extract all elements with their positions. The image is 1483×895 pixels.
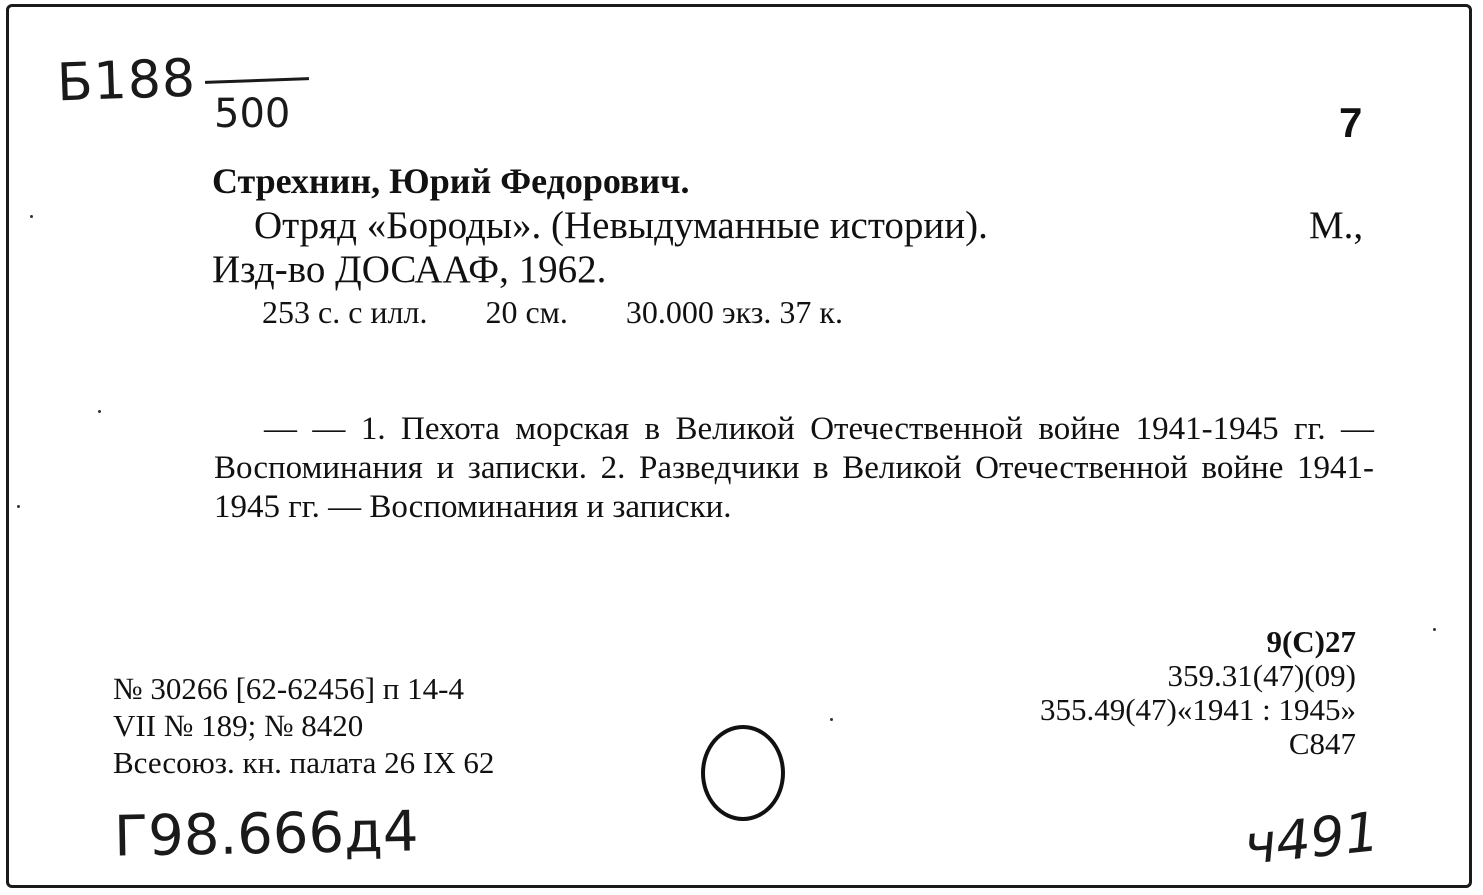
publication-place: М.,: [1309, 204, 1364, 247]
registration-line: № 30266 [62-62456] п 14-4: [113, 671, 464, 706]
subject-headings: — — 1. Пехота морская в Великой Отечественной войне 1941-1945 гг. — Воспоминания и записки. 2. Разведчики в Великой Отечественной войне 1941-1945 гг. — Воспоминания и записки.: [214, 411, 1374, 525]
speck: [98, 410, 101, 413]
speck: [830, 718, 833, 721]
shelf-mark-denominator: 500: [214, 91, 291, 137]
print-run-info: 30.000 экз. 37 к.: [625, 294, 843, 330]
classification-code: 355.49(47)«1941 : 1945»: [1039, 692, 1356, 727]
speck: [17, 505, 20, 508]
classification-code: 359.31(47)(09): [1167, 658, 1356, 693]
card-number: 7: [1339, 99, 1363, 146]
shelf-mark-divider: [205, 77, 309, 84]
classification-code: 9(С)27: [1266, 624, 1356, 659]
title-line: Отряд «Бороды». (Невыдуманные истории).: [254, 204, 988, 247]
registration-block: [113, 670, 494, 781]
classification-block: [1040, 625, 1356, 761]
shelf-mark: Б188: [55, 48, 197, 114]
chamber-line: Всесоюз. кн. палата 26 IX 62: [113, 745, 495, 780]
author-mark: С847: [1288, 726, 1356, 761]
punch-hole: [701, 725, 785, 821]
speck: [30, 215, 33, 218]
inventory-number: Г98.666д4: [113, 799, 419, 870]
catalog-card: [6, 4, 1472, 888]
size-info: 20 см.: [485, 294, 568, 330]
pages-info: 253 с. с илл.: [262, 294, 428, 330]
speck: [1433, 628, 1436, 631]
author-heading: Стрехнин, Юрий Федорович.: [212, 161, 690, 201]
publisher-line: Изд-во ДОСААФ, 1962.: [212, 248, 607, 291]
handwritten-mark: ч491: [1241, 800, 1382, 877]
collation-line: [262, 294, 901, 331]
registration-line: VII № 189; № 8420: [113, 708, 364, 743]
